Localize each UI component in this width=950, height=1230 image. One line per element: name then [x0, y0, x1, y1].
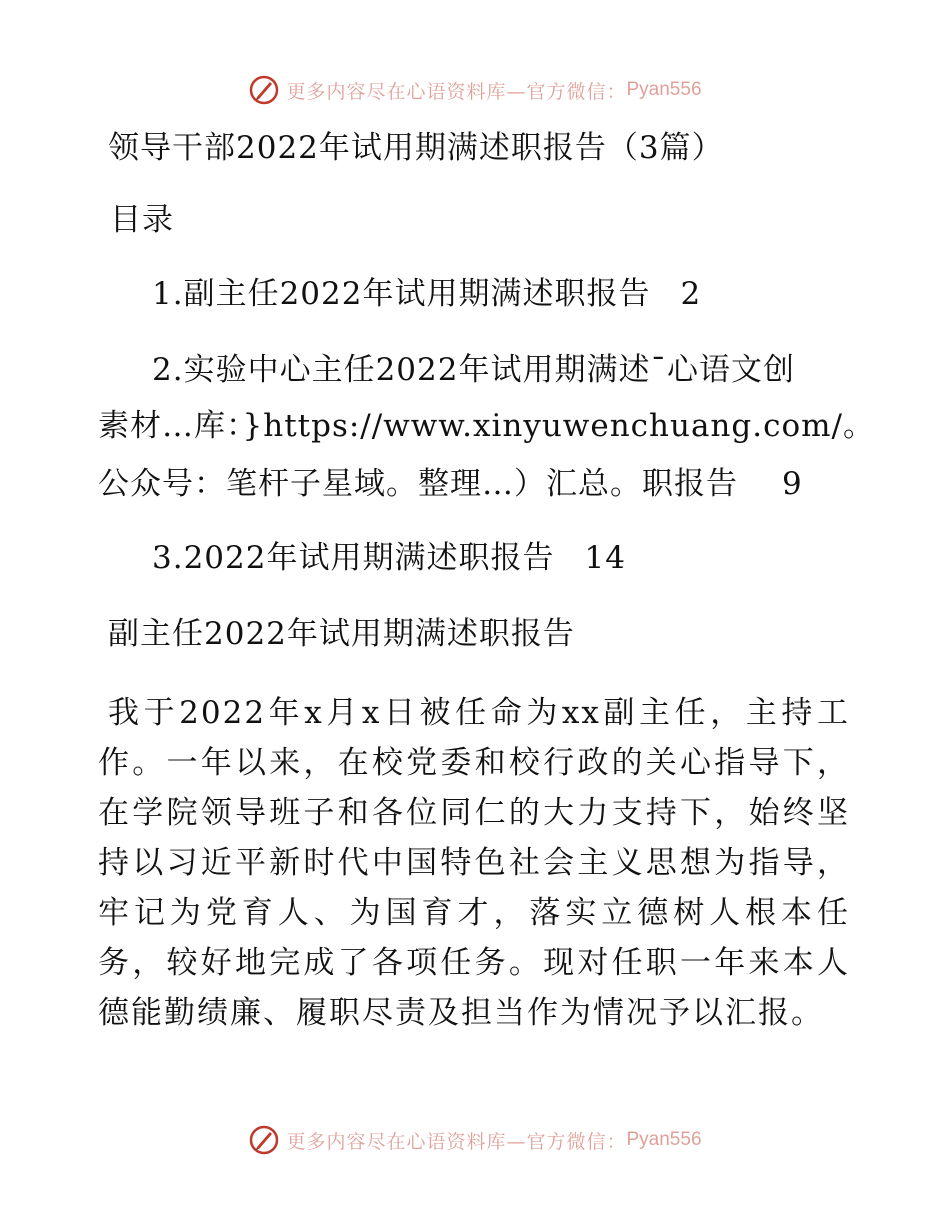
- quill-seal-icon: [248, 74, 280, 106]
- toc-item-continuation: [98, 406, 875, 446]
- watermark-text: 更多内容尽在心语资料库—官方微信：: [286, 80, 627, 103]
- toc-item-page: 14: [584, 540, 626, 576]
- header-watermark: [0, 70, 950, 110]
- toc-item-label-line: 2.实验中心主任2022年试用期满述¯心语文创: [152, 352, 795, 388]
- toc-heading: 目录: [110, 202, 174, 238]
- section-heading: 副主任2022年试用期满述职报告: [108, 616, 575, 652]
- toc-item-label: 3.2022年试用期满述职报告: [152, 540, 555, 576]
- toc-item-continuation: [98, 464, 803, 504]
- body-paragraph: [98, 688, 850, 1038]
- document-title: 领导干部2022年试用期满述职报告（3篇）: [108, 130, 724, 166]
- toc-item-label-line: 公众号：笔杆子星域。整理…）汇总。职报告: [98, 466, 738, 502]
- body-text: 我于2022年x月x日被任命为xx副主任，主持工作。一年以来，在校党委和校行政的关心指导下，在学院领导班子和各位同仁的大力支持下，始终坚持以习近平新时代中国特色社会主义思想为指导，牢记为党育人、为国育才，落实立德树人根本任务，较好地完成了各项任务。现对任职一年来本人德能勤绩廉、履职尽责及担当作为情况予以汇报。: [98, 695, 850, 1031]
- toc-item[interactable]: [152, 538, 626, 578]
- watermark-wechat-id: Pyan556: [626, 1129, 702, 1150]
- quill-seal-icon: [248, 1124, 280, 1156]
- toc-item[interactable]: [152, 350, 795, 390]
- footer-watermark: [0, 1120, 950, 1160]
- toc-item-label-line: 素材…库：}https://www.xinyuwenchuang.com/。: [98, 408, 875, 444]
- toc-item-label: 1.副主任2022年试用期满述职报告: [152, 276, 651, 312]
- watermark-wechat-id: Pyan556: [626, 79, 702, 100]
- watermark-text: 更多内容尽在心语资料库—官方微信：: [286, 1130, 627, 1153]
- toc-item[interactable]: [152, 274, 701, 314]
- toc-item-page: 2: [680, 276, 702, 312]
- toc-item-page: 9: [782, 466, 803, 502]
